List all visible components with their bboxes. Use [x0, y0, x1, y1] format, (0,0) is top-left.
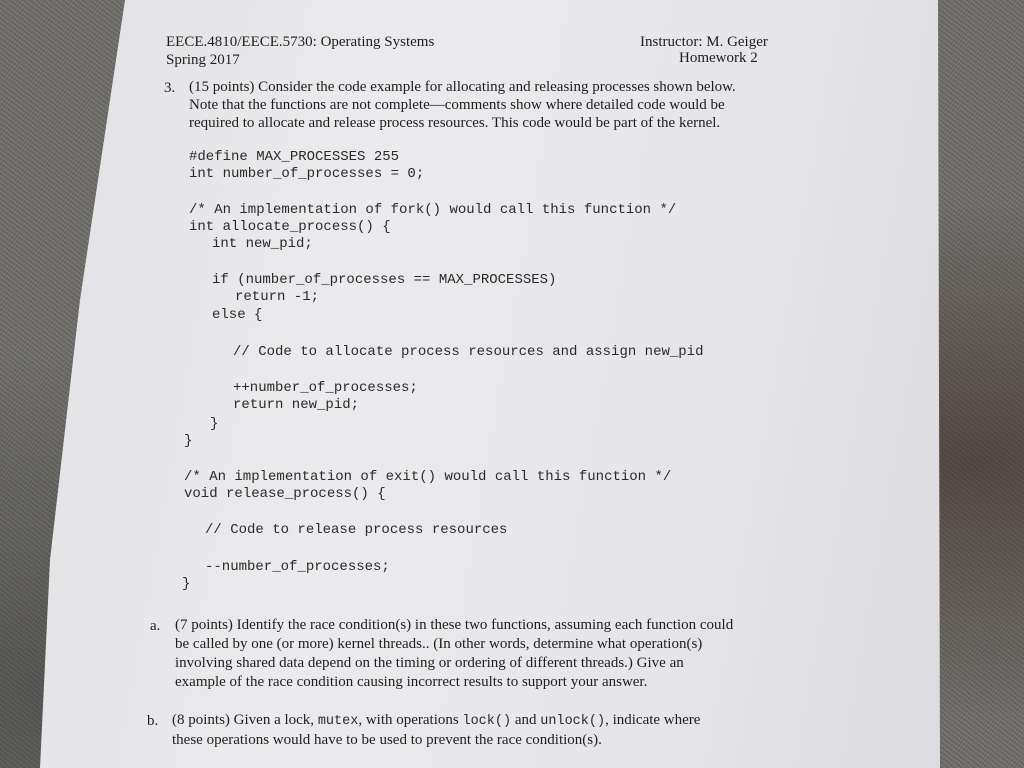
code-line: void release_process() {	[184, 486, 386, 502]
code-line: if (number_of_processes == MAX_PROCESSES)	[212, 272, 557, 288]
code-line: int number_of_processes = 0;	[189, 166, 425, 182]
code-line: /* An implementation of exit() would call this function */	[184, 469, 672, 485]
unlock-code: unlock()	[540, 714, 606, 729]
part-b-text: (8 points) Given a lock,	[172, 712, 315, 728]
code-line: // Code to allocate process resources and assign new_pid	[233, 344, 704, 360]
question-line-3: required to allocate and release process resources. This code would be part of the kernel.	[189, 115, 721, 131]
code-line: int allocate_process() {	[189, 219, 391, 235]
code-line: --number_of_processes;	[205, 559, 390, 575]
lock-code: lock()	[462, 714, 512, 729]
part-b-line-2: these operations would have to be used to prevent the race condition(s).	[172, 732, 602, 748]
code-line: // Code to release process resources	[205, 522, 508, 538]
code-line: }	[210, 416, 219, 432]
code-line: else {	[212, 307, 263, 323]
code-line: return new_pid;	[233, 397, 360, 413]
code-line: ++number_of_processes;	[233, 380, 418, 396]
course-title: EECE.4810/EECE.5730: Operating Systems	[166, 34, 435, 50]
part-b-text: , indicate where	[605, 712, 701, 728]
part-a-line-1: (7 points) Identify the race condition(s) in these two functions, assuming each function could	[175, 617, 734, 633]
question-number: 3.	[164, 80, 176, 96]
code-line: }	[182, 576, 191, 592]
assignment: Homework 2	[679, 50, 758, 66]
code-line: #define MAX_PROCESSES 255	[189, 149, 400, 165]
part-a-line-3: involving shared data depend on the timing or ordering of different threads.) Give an	[175, 655, 684, 671]
term: Spring 2017	[166, 52, 240, 68]
code-line: }	[184, 433, 193, 449]
part-b-text: , with operations	[358, 712, 459, 728]
code-line: /* An implementation of fork() would call this function */	[189, 202, 677, 218]
code-line: return -1;	[235, 289, 320, 305]
code-line: int new_pid;	[212, 236, 313, 252]
question-line-1: (15 points) Consider the code example for allocating and releasing processes shown below.	[189, 79, 736, 95]
part-a-line-4: example of the race condition causing incorrect results to support your answer.	[175, 674, 648, 690]
part-a-label: a.	[150, 618, 161, 634]
part-b-line-1	[172, 712, 700, 729]
question-line-2: Note that the functions are not complete—comments show where detailed code would be	[189, 97, 725, 113]
part-b-label: b.	[147, 713, 159, 729]
instructor: Instructor: M. Geiger	[640, 34, 768, 50]
part-b-text: and	[514, 712, 537, 728]
part-a-line-2: be called by one (or more) kernel threads.. (In other words, determine what operation(s)	[175, 636, 703, 652]
mutex-code: mutex	[317, 714, 359, 729]
